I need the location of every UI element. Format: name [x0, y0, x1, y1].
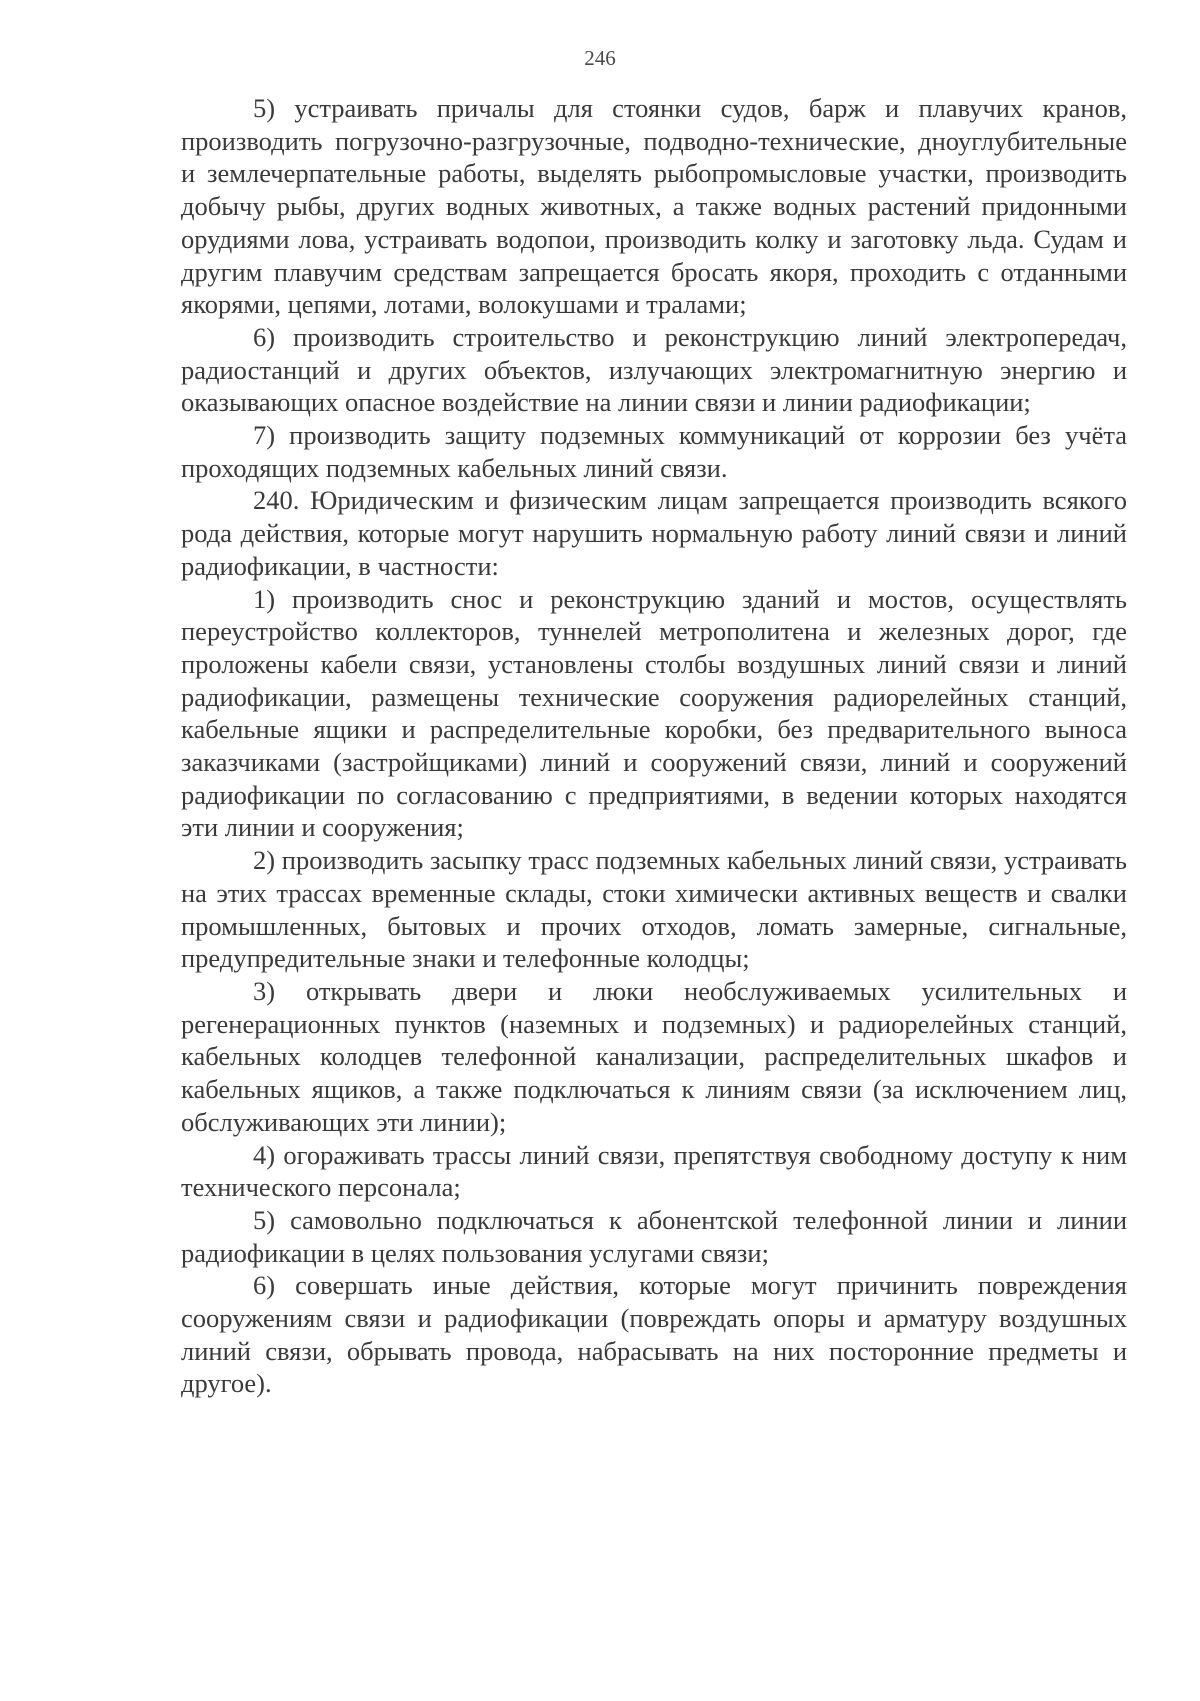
page-number: 246	[584, 46, 616, 70]
document-body	[181, 92, 1127, 1400]
paragraph-item-2-backfill: 2) производить засыпку трасс подземных кабельных линий связи, устраивать на этих трассах временные склады, стоки химически активных веществ и свалки промышленных, бытовых и прочих отходов, ломать замерные, сигнальные, предупредительные знаки и телефонные колодцы;	[181, 845, 1127, 974]
paragraph-item-5-moorings: 5) устраивать причалы для стоянки судов, барж и плавучих кранов, производить погрузочно-разгрузочные, подводно-технические, дноуглубительные и землечерпательные работы, выделять рыбопромысловые участки, производить добычу рыбы, других водных животных, а также водных растений придонными орудиями лова, устраивать водопои, производить колку и заготовку льда. Судам и другим плавучим средствам запрещается бросать якоря, проходить с отданными якорями, цепями, лотами, волокушами и тралами;	[181, 93, 1127, 320]
paragraph-item-5-unauthorized-connection: 5) самовольно подключаться к абонентской телефонной линии и линии радиофикации в целях пользования услугами связи;	[181, 1204, 1127, 1268]
paragraph-item-7-corrosion-protection: 7) производить защиту подземных коммуникаций от коррозии без учёта проходящих подземных кабельных линий связи.	[181, 420, 1127, 483]
paragraph-clause-240: 240. Юридическим и физическим лицам запрещается производить всякого рода действия, которые могут нарушить нормальную работу линий связи и линий радиофикации, в частности:	[181, 485, 1127, 581]
paragraph-item-6-other-actions: 6) совершать иные действия, которые могут причинить повреждения сооружениям связи и радиофикации (повреждать опоры и арматуру воздушных линий связи, обрывать провода, набрасывать на них посторонние предметы и другое).	[181, 1270, 1127, 1399]
paragraph-item-1-demolition: 1) производить снос и реконструкцию зданий и мостов, осуществлять переустройство коллекторов, туннелей метрополитена и железных дорог, где проложены кабели связи, установлены столбы воздушных линий связи и линий радиофикации, размещены технические сооружения радиорелейных станций, кабельные ящики и распределительные коробки, без предварительного выноса заказчиками (застройщиками) линий и сооружений связи, линий и сооружений радиофикации по согласованию с предприятиями, в ведении которых находятся эти линии и сооружения;	[181, 583, 1127, 843]
paragraph-item-4-fencing: 4) огораживать трассы линий связи, препятствуя свободному доступу к ним технического персонала;	[181, 1139, 1127, 1203]
paragraph-item-6-power-lines: 6) производить строительство и реконструкцию линий электропередач, радиостанций и других объектов, излучающих электромагнитную энергию и оказывающих опасное воздействие на линии связи и линии радиофикации;	[181, 321, 1127, 418]
paragraph-item-3-doors-hatches: 3) открывать двери и люки необслуживаемых усилительных и регенерационных пунктов (наземных и подземных) и радиорелейных станций, кабельных колодцев телефонной канализации, распределительных шкафов и кабельных ящиков, а также подключаться к линиям связи (за исключением лиц, обслуживающих эти линии);	[181, 975, 1127, 1137]
